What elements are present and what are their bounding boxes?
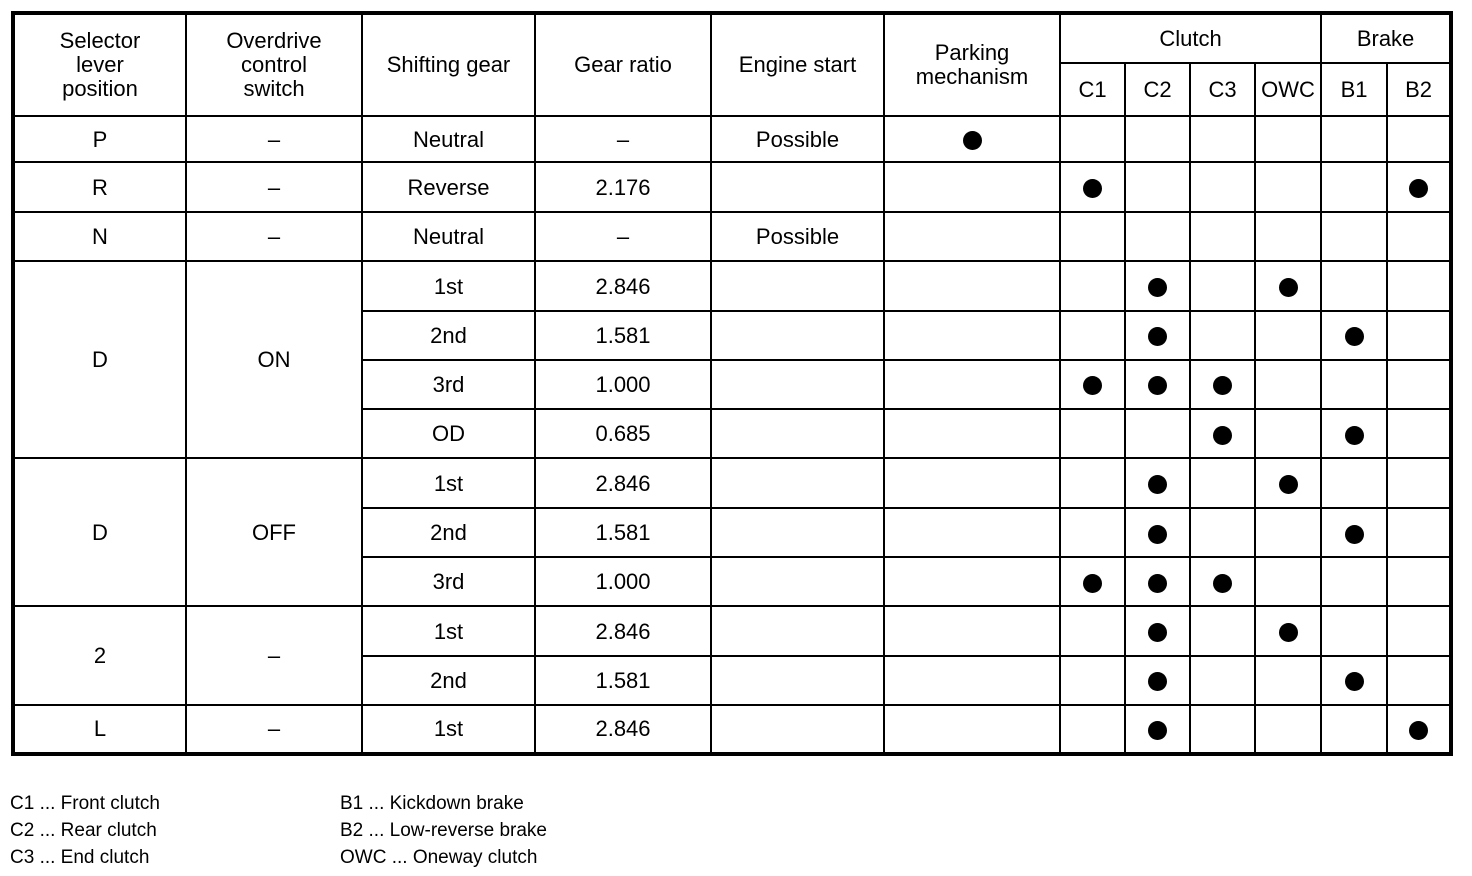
b1-cell [1321, 212, 1387, 261]
engine-start-cell [711, 458, 884, 508]
c3-cell [1190, 458, 1255, 508]
c3-cell [1190, 212, 1255, 261]
c2-cell [1125, 508, 1190, 557]
engine-start-cell [711, 508, 884, 557]
header-overdrive-line2: control [240, 52, 308, 77]
engaged-dot-icon [1083, 574, 1102, 593]
b2-cell [1387, 261, 1451, 310]
gear-ratio-cell: 1.000 [535, 360, 711, 409]
c1-cell [1060, 116, 1125, 162]
engine-start-cell [711, 162, 884, 212]
engine-start-cell [711, 606, 884, 655]
c2-cell [1125, 409, 1190, 458]
header-clutch: Clutch [1060, 13, 1321, 63]
legend-b2: B2 ... Low-reverse brake [340, 820, 547, 841]
table-row [13, 162, 1451, 212]
c2-cell [1125, 557, 1190, 606]
engaged-dot-icon [1409, 721, 1428, 740]
table-row [13, 261, 1451, 310]
c3-cell [1190, 557, 1255, 606]
b1-cell [1321, 116, 1387, 162]
engaged-dot-icon [1279, 623, 1298, 642]
owc-cell [1255, 705, 1321, 754]
header-overdrive-line3: switch [243, 76, 305, 101]
header-shifting-gear: Shifting gear [362, 13, 535, 116]
c2-cell [1125, 360, 1190, 409]
c1-cell [1060, 261, 1125, 310]
header-gear-ratio: Gear ratio [535, 13, 711, 116]
parking-cell [884, 360, 1060, 409]
gear-ratio-cell: 0.685 [535, 409, 711, 458]
engaged-dot-icon [1345, 327, 1364, 346]
c2-cell [1125, 705, 1190, 754]
c3-cell [1190, 261, 1255, 310]
b1-cell [1321, 656, 1387, 705]
overdrive-cell: – [186, 162, 362, 212]
selector-cell: N [13, 212, 186, 261]
engine-start-cell: Possible [711, 116, 884, 162]
legend-left [10, 790, 160, 871]
b2-cell [1387, 162, 1451, 212]
gear-ratio-cell: 1.581 [535, 508, 711, 557]
c1-cell [1060, 212, 1125, 261]
owc-cell [1255, 116, 1321, 162]
shifting-gear-cell: 2nd [362, 311, 535, 360]
engine-start-cell [711, 656, 884, 705]
b1-cell [1321, 705, 1387, 754]
b2-cell [1387, 212, 1451, 261]
b1-cell [1321, 360, 1387, 409]
c2-cell [1125, 212, 1190, 261]
engaged-dot-icon [1083, 376, 1102, 395]
header-selector-line2: lever [76, 52, 124, 77]
c2-cell [1125, 261, 1190, 310]
owc-cell [1255, 557, 1321, 606]
c1-cell [1060, 656, 1125, 705]
engine-start-cell [711, 557, 884, 606]
engaged-dot-icon [1345, 525, 1364, 544]
header-parking-line1: Parking [934, 40, 1010, 65]
legend-owc: OWC ... Oneway clutch [340, 847, 538, 868]
c1-cell [1060, 360, 1125, 409]
header-selector-line3: position [62, 76, 138, 101]
owc-cell [1255, 162, 1321, 212]
gear-ratio-cell: 2.846 [535, 606, 711, 655]
c3-cell [1190, 162, 1255, 212]
owc-cell [1255, 606, 1321, 655]
gear-ratio-cell: – [535, 116, 711, 162]
c2-cell [1125, 311, 1190, 360]
b2-cell [1387, 656, 1451, 705]
table-row [13, 458, 1451, 508]
engaged-dot-icon [1279, 475, 1298, 494]
engaged-dot-icon [1345, 426, 1364, 445]
owc-cell [1255, 212, 1321, 261]
table-body [13, 116, 1451, 754]
parking-cell [884, 409, 1060, 458]
c1-cell [1060, 557, 1125, 606]
overdrive-cell: – [186, 212, 362, 261]
legend-c1: C1 ... Front clutch [10, 793, 160, 814]
owc-cell [1255, 409, 1321, 458]
header-engine-start: Engine start [711, 13, 884, 116]
header-parking-line2: mechanism [915, 64, 1029, 89]
b1-cell [1321, 162, 1387, 212]
engaged-dot-icon [1148, 475, 1167, 494]
b2-cell [1387, 116, 1451, 162]
overdrive-cell: OFF [186, 458, 362, 606]
engaged-dot-icon [1213, 426, 1232, 445]
engine-start-cell: Possible [711, 212, 884, 261]
engaged-dot-icon [1279, 278, 1298, 297]
overdrive-cell: – [186, 116, 362, 162]
selector-cell: D [13, 261, 186, 458]
c2-cell [1125, 162, 1190, 212]
b1-cell [1321, 606, 1387, 655]
selector-cell: R [13, 162, 186, 212]
table-row [13, 705, 1451, 754]
b2-cell [1387, 311, 1451, 360]
parking-cell [884, 656, 1060, 705]
c2-cell [1125, 656, 1190, 705]
gear-ratio-cell: – [535, 212, 711, 261]
shifting-gear-cell: OD [362, 409, 535, 458]
b2-cell [1387, 360, 1451, 409]
b1-cell [1321, 508, 1387, 557]
c2-cell [1125, 606, 1190, 655]
engaged-dot-icon [1148, 278, 1167, 297]
header-brake: Brake [1321, 13, 1451, 63]
c1-cell [1060, 606, 1125, 655]
parking-cell [884, 458, 1060, 508]
header-c2: C2 [1125, 63, 1190, 116]
owc-cell [1255, 311, 1321, 360]
header-c3: C3 [1190, 63, 1255, 116]
engaged-dot-icon [1409, 179, 1428, 198]
engaged-dot-icon [1148, 574, 1167, 593]
parking-cell [884, 508, 1060, 557]
b1-cell [1321, 311, 1387, 360]
c3-cell [1190, 116, 1255, 162]
c3-cell [1190, 606, 1255, 655]
b2-cell [1387, 508, 1451, 557]
engaged-dot-icon [1213, 376, 1232, 395]
b2-cell [1387, 458, 1451, 508]
legend-c2: C2 ... Rear clutch [10, 820, 157, 841]
selector-cell: P [13, 116, 186, 162]
engine-start-cell [711, 311, 884, 360]
header-selector [13, 13, 186, 116]
c1-cell [1060, 705, 1125, 754]
header-selector-line1: Selector [59, 28, 141, 53]
engaged-dot-icon [963, 131, 982, 150]
c3-cell [1190, 311, 1255, 360]
selector-cell: D [13, 458, 186, 606]
shifting-gear-cell: 3rd [362, 557, 535, 606]
gear-ratio-cell: 2.846 [535, 261, 711, 310]
engaged-dot-icon [1148, 623, 1167, 642]
parking-cell [884, 705, 1060, 754]
b1-cell [1321, 261, 1387, 310]
gear-ratio-cell: 2.176 [535, 162, 711, 212]
shifting-gear-cell: Neutral [362, 212, 535, 261]
c1-cell [1060, 458, 1125, 508]
parking-cell [884, 162, 1060, 212]
gear-ratio-cell: 2.846 [535, 705, 711, 754]
header-b1: B1 [1321, 63, 1387, 116]
b1-cell [1321, 409, 1387, 458]
engine-start-cell [711, 360, 884, 409]
c3-cell [1190, 656, 1255, 705]
engine-start-cell [711, 705, 884, 754]
parking-cell [884, 261, 1060, 310]
legend-b1: B1 ... Kickdown brake [340, 793, 524, 814]
parking-cell [884, 212, 1060, 261]
header-overdrive [186, 13, 362, 116]
b2-cell [1387, 557, 1451, 606]
c1-cell [1060, 162, 1125, 212]
header-c1: C1 [1060, 63, 1125, 116]
table-row [13, 212, 1451, 261]
parking-cell [884, 116, 1060, 162]
engine-start-cell [711, 409, 884, 458]
header-row-top [13, 13, 1451, 63]
selector-cell: 2 [13, 606, 186, 704]
shifting-gear-cell: 1st [362, 606, 535, 655]
engaged-dot-icon [1213, 574, 1232, 593]
overdrive-cell: ON [186, 261, 362, 458]
overdrive-cell: – [186, 705, 362, 754]
owc-cell [1255, 458, 1321, 508]
owc-cell [1255, 360, 1321, 409]
c3-cell [1190, 409, 1255, 458]
gear-ratio-cell: 2.846 [535, 458, 711, 508]
legend-right [340, 790, 547, 871]
c2-cell [1125, 458, 1190, 508]
legend-c3: C3 ... End clutch [10, 847, 150, 868]
header-overdrive-line1: Overdrive [226, 28, 322, 53]
engaged-dot-icon [1148, 721, 1167, 740]
gear-ratio-cell: 1.000 [535, 557, 711, 606]
engaged-dot-icon [1148, 525, 1167, 544]
c1-cell [1060, 311, 1125, 360]
header-b2: B2 [1387, 63, 1451, 116]
b2-cell [1387, 606, 1451, 655]
parking-cell [884, 557, 1060, 606]
selector-cell: L [13, 705, 186, 754]
owc-cell [1255, 508, 1321, 557]
engaged-dot-icon [1148, 672, 1167, 691]
header-owc: OWC [1255, 63, 1321, 116]
c3-cell [1190, 360, 1255, 409]
engaged-dot-icon [1148, 376, 1167, 395]
owc-cell [1255, 656, 1321, 705]
c3-cell [1190, 705, 1255, 754]
shifting-gear-cell: Neutral [362, 116, 535, 162]
shifting-gear-cell: 1st [362, 261, 535, 310]
parking-cell [884, 311, 1060, 360]
shifting-gear-cell: 1st [362, 458, 535, 508]
c1-cell [1060, 508, 1125, 557]
parking-cell [884, 606, 1060, 655]
header-parking [884, 13, 1060, 116]
gear-ratio-cell: 1.581 [535, 656, 711, 705]
gear-ratio-cell: 1.581 [535, 311, 711, 360]
engaged-dot-icon [1148, 327, 1167, 346]
shifting-gear-cell: Reverse [362, 162, 535, 212]
engine-start-cell [711, 261, 884, 310]
table-row [13, 116, 1451, 162]
b2-cell [1387, 705, 1451, 754]
c3-cell [1190, 508, 1255, 557]
shifting-gear-cell: 2nd [362, 508, 535, 557]
engaged-dot-icon [1083, 179, 1102, 198]
shifting-gear-cell: 1st [362, 705, 535, 754]
b1-cell [1321, 557, 1387, 606]
b2-cell [1387, 409, 1451, 458]
c1-cell [1060, 409, 1125, 458]
table-row [13, 606, 1451, 655]
shifting-gear-cell: 3rd [362, 360, 535, 409]
shift-table [11, 11, 1453, 756]
owc-cell [1255, 261, 1321, 310]
c2-cell [1125, 116, 1190, 162]
b1-cell [1321, 458, 1387, 508]
overdrive-cell: – [186, 606, 362, 704]
shifting-gear-cell: 2nd [362, 656, 535, 705]
engaged-dot-icon [1345, 672, 1364, 691]
